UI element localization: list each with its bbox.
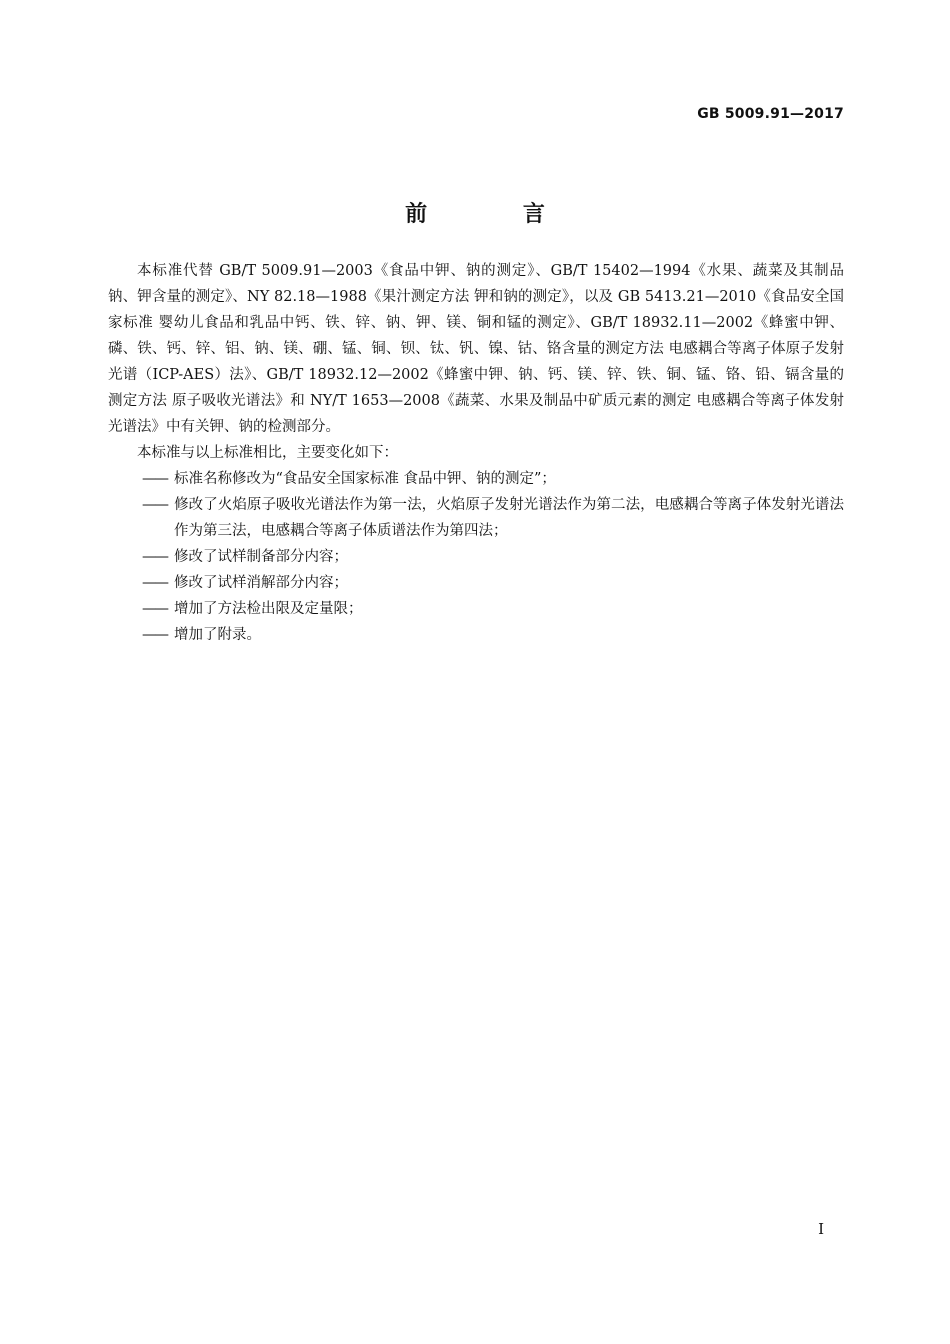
list-item <box>108 596 844 622</box>
page-title: 前 言 <box>405 201 589 227</box>
list-item-text: 增加了方法检出限及定量限； <box>174 601 363 617</box>
standard-number: GB 5009.91—2017 <box>697 106 844 122</box>
list-item-text: 修改了试样制备部分内容； <box>174 549 348 565</box>
intro-paragraph: 本标准代替 GB/T 5009.91—2003《食品中钾、钠的测定》、GB/T 15402—1994《水果、蔬菜及其制品 钠、钾含量的测定》、NY 82.18—1988《果汁测定方法 钾和钠的测定》，以及 GB 5413.21—2010《食品安全国家标准 婴幼儿食品和乳品中钙、铁、锌、钠、钾、镁、铜和锰的测定》、GB/T 18932.11—2002《蜂蜜中钾、磷、铁、钙、锌、铝、钠、镁、硼、锰、铜、钡、钛、钒、镍、钴、铬含量的测定方法 电感耦合等离子体原子发射光谱（ICP-AES）法》、GB/T 18932.12—2002《蜂蜜中钾、钠、钙、镁、锌、铁、铜、锰、铬、铅、镉含量的测定方法 原子吸收光谱法》和 NY/T 1653—2008《蔬菜、水果及制品中矿质元素的测定 电感耦合等离子体发射光谱法》中有关钾、钠的检测部分。 <box>108 263 844 435</box>
list-dash: —— <box>142 471 167 487</box>
list-dash: —— <box>142 497 167 513</box>
list-item-text: 增加了附录。 <box>174 627 261 643</box>
comparison-intro: 本标准与以上标准相比，主要变化如下： <box>137 445 398 461</box>
list-item-text: 标准名称修改为“食品安全国家标准 食品中钾、钠的测定”； <box>174 471 556 487</box>
change-list <box>108 466 844 648</box>
list-dash: —— <box>142 627 167 643</box>
list-item <box>108 492 844 544</box>
list-item <box>108 544 844 570</box>
list-item <box>108 570 844 596</box>
list-dash: —— <box>142 549 167 565</box>
page-number: I <box>818 1220 824 1238</box>
list-item <box>108 622 844 648</box>
list-dash: —— <box>142 601 167 617</box>
list-item-text: 修改了火焰原子吸收光谱法作为第一法，火焰原子发射光谱法作为第二法，电感耦合等离子体发射光谱法作为第三法，电感耦合等离子体质谱法作为第四法； <box>174 497 844 539</box>
list-item <box>108 466 844 492</box>
foreword-body <box>108 258 844 648</box>
list-item-text: 修改了试样消解部分内容； <box>174 575 348 591</box>
list-dash: —— <box>142 575 167 591</box>
